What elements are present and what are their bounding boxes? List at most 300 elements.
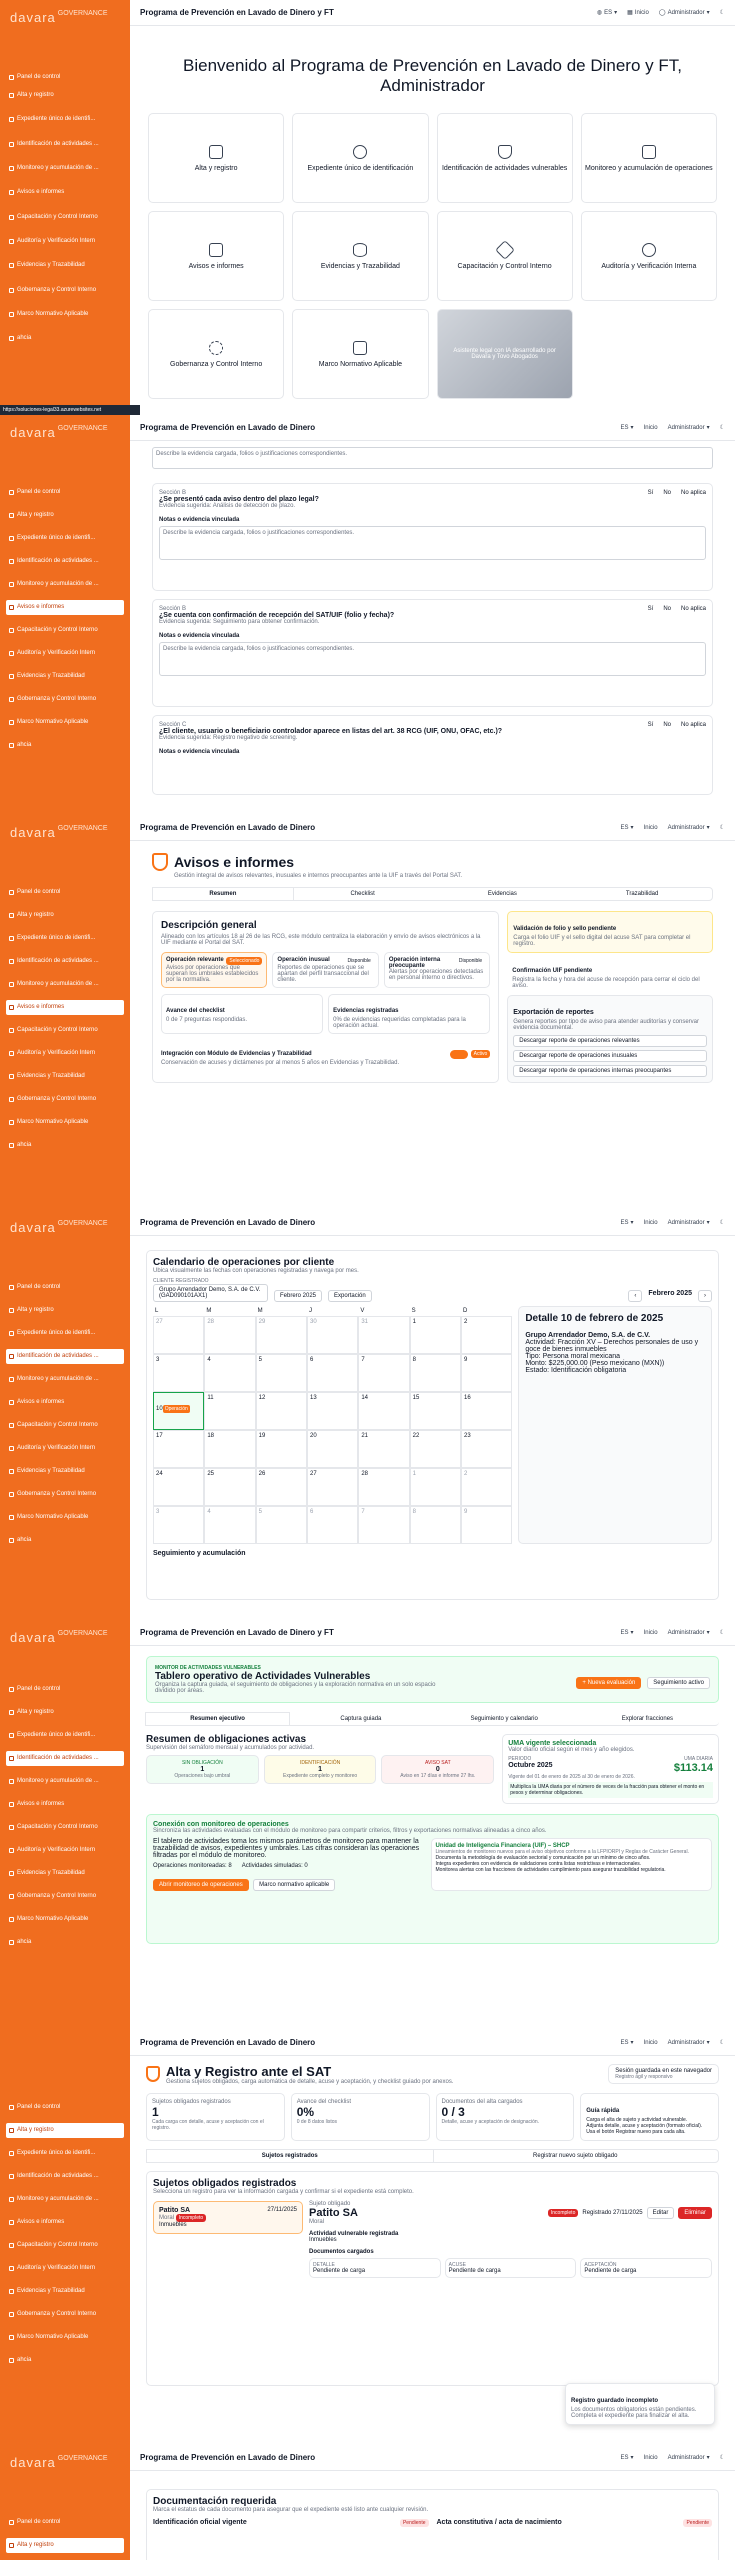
sparkle-icon	[9, 336, 14, 341]
folder-icon	[9, 936, 14, 941]
nav-item-ahcia[interactable]: ahcia	[6, 738, 124, 753]
user-icon	[9, 1710, 14, 1715]
nav-item-panel[interactable]: Panel de control	[6, 2100, 124, 2115]
home-link[interactable]: ▦ Inicio	[627, 9, 649, 16]
download-relevantes-button[interactable]: Descargar reporte de operaciones relevantes	[513, 1035, 707, 1047]
home-link[interactable]: Inicio	[643, 2454, 658, 2461]
nav-item-marco[interactable]: Marco Normativo Aplicable	[6, 1115, 124, 1130]
tile-identificacion[interactable]: Identificación de actividades vulnerables	[437, 113, 573, 203]
tab-fracciones[interactable]: Explorar fracciones	[621, 1716, 674, 1722]
checklist-progress: Avance del checklist 0 de 7 preguntas respondidas.	[161, 994, 323, 1034]
folder-icon	[9, 536, 14, 541]
tab-registrar[interactable]: Registrar nuevo sujeto obligado	[533, 2153, 618, 2159]
active-follow-button[interactable]: Seguimiento activo	[647, 1677, 710, 1689]
weekday-label: S	[411, 1308, 416, 1314]
calendar-day[interactable]	[256, 1316, 307, 1354]
topbar	[130, 2030, 735, 2056]
book-icon	[9, 1120, 14, 1125]
user-menu[interactable]: Administrador ▾	[667, 424, 710, 431]
nav-item-avisos[interactable]: Avisos e informes	[6, 1395, 124, 1410]
nav-item-monitoreo[interactable]: Monitoreo y acumulación de ...	[6, 161, 124, 176]
shield-icon	[146, 2066, 160, 2082]
sparkle-icon	[9, 1538, 14, 1543]
tab-trazabilidad[interactable]: Trazabilidad	[625, 891, 659, 897]
nav-item-expediente[interactable]: Expediente único de identifi...	[6, 1728, 124, 1743]
nav-item-capacitacion[interactable]: Capacitación y Control Interno	[6, 210, 124, 225]
nav-item-marco[interactable]: Marco Normativo Aplicable	[6, 715, 124, 730]
language-select[interactable]: ES ▾	[620, 2039, 634, 2046]
user-icon	[9, 1308, 14, 1313]
calendar-day[interactable]	[461, 1468, 512, 1506]
download-internas-button[interactable]: Descargar reporte de operaciones internas preocupantes	[513, 1065, 707, 1077]
nav-item-panel[interactable]: Panel de control	[6, 485, 124, 500]
tile-alta[interactable]: Alta y registro	[148, 113, 284, 203]
day-number: 3	[156, 1357, 160, 1363]
nav-item-monitoreo[interactable]: Monitoreo y acumulación de ...	[6, 577, 124, 592]
new-evaluation-button[interactable]: + Nueva evaluación	[576, 1677, 641, 1689]
option-na[interactable]: No aplica	[680, 490, 706, 496]
nav-item-alta[interactable]: Alta y registro	[6, 908, 124, 923]
tab-evidencias[interactable]: Evidencias	[487, 891, 517, 897]
tab-sujetos[interactable]: Sujetos registrados	[147, 2150, 433, 2162]
screenshot-checklist	[0, 415, 735, 815]
user-menu[interactable]: ◯ Administrador ▾	[658, 9, 710, 16]
nav-item-panel[interactable]: Panel de control	[6, 1682, 124, 1697]
sidebar	[0, 1210, 130, 1620]
nav-item-gobernanza[interactable]: Gobernanza y Control Interno	[6, 1889, 124, 1904]
day-number: 24	[156, 1471, 163, 1477]
calendar-day[interactable]	[256, 1468, 307, 1506]
brand-logo: davara $^{GOVERNANCE}$	[10, 825, 108, 840]
user-menu[interactable]: Administrador ▾	[667, 1219, 710, 1226]
alta-content: Alta y Registro ante el SAT Gestiona sujetos obligados, carga automática de detalle, acuse y aceptación, y checklist guiado por anexos. Sesión guardada en este navegador Registro ágil y responsivo Sujetos obligados registrados 1 Cada carga con detalle, acuse y aceptación con el registro. Avance del checklist 0% 0 de 8 datos listos Documentos del alta cargados 0 / 3 Detalle, acuse y aceptación de designación. Guía rápida Carga el alta de sujeto y actividad vulnerable. Adjunta detalle, acuse y aceptación (formato oficial). Usa el botón Registrar nuevo para cada alta. Sujetos registrados Registrar nuevo sujeto obligado Sujetos obligados registrados Selecciona un registro para ver la información cargada y confirmar si el expediente está completo. Patito SA 27/11/2025 Moral Incompleto Inmuebles Sujeto obligado Patito SA Incompleto Registrado 27/11/2025 Editar Eliminar Moral Actividad vulnerable registrada Inmuebles Documentos cargados DETALLE Pendiente de carga ACUSE Pendiente de carga ACEPTACIÓN Pendiente de carga Registro guardado incompleto Los documentos obligatorios están pendientes. Completa el expediente para finalizar el alta.	[130, 2056, 735, 2445]
topbar-title: Programa de Prevención en Lavado de Dinero	[140, 2453, 316, 2462]
nav-item-ahcia[interactable]: ahcia	[6, 1138, 124, 1153]
nav-item-ahcia[interactable]: ahcia	[6, 1935, 124, 1950]
shield-icon	[152, 853, 168, 871]
calendar-day[interactable]	[307, 1506, 358, 1544]
nav-item-avisos[interactable]: Avisos e informes	[6, 185, 124, 200]
calendar-day[interactable]	[204, 1430, 255, 1468]
calendar-day[interactable]	[461, 1506, 512, 1544]
prev-month-button[interactable]: ‹	[628, 1290, 642, 1302]
tab-resumen[interactable]: Resumen ejecutivo	[146, 1713, 289, 1725]
calendar-day[interactable]	[410, 1468, 461, 1506]
topbar-title: Programa de Prevención en Lavado de Dinero	[140, 2038, 316, 2047]
calendar-day[interactable]	[256, 1392, 307, 1430]
op-card-relevante[interactable]: Operación relevante Seleccionado Avisos por operaciones que superan los umbrales establecidos por la normativa.	[161, 952, 267, 988]
status-url: https://soluciones-legal33.azurewebsites.net	[0, 405, 140, 415]
tab-resumen[interactable]: Resumen	[153, 888, 293, 900]
calendar-day[interactable]	[410, 1430, 461, 1468]
day-number: 8	[412, 1357, 416, 1363]
language-select[interactable]: ES ▾	[620, 1629, 634, 1636]
moon-icon[interactable]: ☾	[719, 425, 725, 431]
option-si[interactable]: Sí	[647, 722, 654, 728]
client-select[interactable]: Grupo Arrendador Demo, S.A. de C.V. (GAD090101AX1)	[153, 1284, 268, 1302]
screenshot-avisos	[0, 815, 735, 1210]
uma-card: UMA vigente seleccionada Valor diario oficial según el mes y año elegidos. PERIODO Octubre 2025 UMA DIARIA $113.14 Vigente del 01 de enero de 2025 al 30 de enero de 2026. Multiplica la UMA diaria por el número de veces de la fracción para obtener el monto en pesos y determinar obligaciones.	[502, 1734, 719, 1804]
nav-item-ahcia[interactable]: ahcia	[6, 331, 124, 346]
nav-item-alta[interactable]: Alta y registro	[6, 1705, 124, 1720]
day-number: 30	[309, 1319, 317, 1325]
nav-item-identificacion[interactable]: Identificación de actividades ...	[6, 1349, 124, 1364]
question-card: Sección C ¿El cliente, usuario o beneficiario controlador aparece en listas del art. 38 RCG (UIF, ONU, OFAC, etc.)? Evidencia sugerida: Registro negativo de screening. Sí No No aplica Notas o evidencia vinculada	[152, 715, 713, 795]
tile-capacitacion[interactable]: Capacitación y Control Interno	[437, 211, 573, 301]
nav-item-expediente[interactable]: Expediente único de identifi...	[6, 531, 124, 546]
calendar-day[interactable]	[461, 1316, 512, 1354]
moon-icon[interactable]: ☾	[719, 825, 725, 831]
tile-monitoreo[interactable]: Monitoreo y acumulación de operaciones	[581, 113, 717, 203]
screenshot-calendar	[0, 1210, 735, 1620]
db-icon	[9, 1871, 14, 1876]
calendar-day[interactable]	[461, 1354, 512, 1392]
moon-icon[interactable]: ☾	[719, 1630, 725, 1636]
weekday-label: L	[155, 1308, 159, 1314]
op-card-interna[interactable]: Operación interna preocupante Disponible Alertas por operaciones detectadas en personal interno o directivos.	[384, 952, 490, 988]
calendar-day[interactable]	[307, 1316, 358, 1354]
folder-icon	[9, 117, 14, 122]
calendar-day[interactable]	[358, 1506, 409, 1544]
nav-item-alta[interactable]: Alta y registro	[6, 88, 124, 103]
tile-auditoria[interactable]: Auditoría y Verificación Interna	[581, 211, 717, 301]
nav-item-identificacion[interactable]: Identificación de actividades ...	[6, 2169, 124, 2184]
user-menu[interactable]: Administrador ▾	[667, 2454, 710, 2461]
nav-item-capacitacion[interactable]: Capacitación y Control Interno	[6, 1418, 124, 1433]
grid-icon	[9, 2105, 14, 2110]
nav-item-gobernanza[interactable]: Gobernanza y Control Interno	[6, 283, 124, 298]
nav-item-auditoria[interactable]: Auditoría y Verificación Intern	[6, 2261, 124, 2276]
calendar-day[interactable]	[410, 1316, 461, 1354]
folder-icon	[9, 1733, 14, 1738]
evidence-progress: Evidencias registradas 0% de evidencias requeridas completadas para la operación actual.	[328, 994, 490, 1034]
calendar-day[interactable]	[358, 1392, 409, 1430]
calendar-card: Calendario de operaciones por cliente Ubica visualmente las fechas con operaciones registradas y navega por mes. CLIENTE REGISTRADO Grupo Arrendador Demo, S.A. de C.V. (GAD090101AX1) Febrero 2025 Exportación ‹ Febrero 2025 › L M M J V S D 27 28 29 30 31 1 2 3 4 5 6 7 8 9 10 Operación 11 12 13 14 15 16 17 18 19 20 21 22 23 24 25 26 27 28 1 2 3 4 5 6 7 8 9 Detalle 10 de febrero de 2025 Grupo Arrendador Demo, S.A. de C.V. Actividad: Fracción XV – Derechos personales de uso y goce de bienes inmuebles Tipo: Persona moral mexicana Monto: $225,000.00 (Peso mexicano (MXN)) Estado: Identificación obligatoria Seguimiento y acumulación	[146, 1250, 719, 1600]
nav-item-expediente[interactable]: Expediente único de identifi...	[6, 112, 124, 127]
nav-item-ahcia[interactable]: ahcia	[6, 1533, 124, 1548]
language-select[interactable]: ES ▾	[620, 424, 634, 431]
quick-guide: Guía rápida Carga el alta de sujeto y actividad vulnerable. Adjunta detalle, acuse y aceptación (formato oficial). Usa el botón Registrar nuevo para cada alta.	[580, 2093, 719, 2141]
nav-item-panel[interactable]: Panel de control	[6, 70, 124, 85]
chart-icon	[9, 166, 14, 171]
nav-item-gobernanza[interactable]: Gobernanza y Control Interno	[6, 2307, 124, 2322]
nav-item-evidencias[interactable]: Evidencias y Trazabilidad	[6, 1069, 124, 1084]
nav-item-panel[interactable]: Panel de control	[6, 1280, 124, 1295]
doc-acta[interactable]: Acta constitutiva / acta de nacimiento Pendiente	[437, 2519, 713, 2527]
sidebar	[0, 0, 130, 415]
user-menu[interactable]: Administrador ▾	[667, 2039, 710, 2046]
book-icon	[9, 1515, 14, 1520]
delete-button[interactable]: Eliminar	[678, 2207, 712, 2219]
bell-icon	[9, 190, 14, 195]
search-icon	[9, 651, 14, 656]
nav-item-alta[interactable]: Alta y registro	[6, 1303, 124, 1318]
cap-icon	[9, 1423, 14, 1428]
day-number: 27	[309, 1471, 317, 1477]
cap-icon	[9, 628, 14, 633]
nav-item-alta[interactable]: Alta y registro	[6, 508, 124, 523]
cap-icon	[9, 1028, 14, 1033]
user-icon	[9, 913, 14, 918]
tab-checklist[interactable]: Checklist	[350, 891, 375, 897]
book-icon	[9, 312, 14, 317]
calendar-day[interactable]	[358, 1468, 409, 1506]
calendar-content	[130, 1236, 735, 1620]
tile-gobernanza[interactable]: Gobernanza y Control Interno	[148, 309, 284, 399]
nav-item-auditoria[interactable]: Auditoría y Verificación Intern	[6, 1441, 124, 1456]
calendar-day[interactable]	[153, 1468, 204, 1506]
uif-card: Unidad de Inteligencia Financiera (UIF) – SHCP Lineamientos de monitoreo nuevos para el aviso objetivos conforme a la LFPIORPI y Reglas de Carácter General. Documenta la metodología de evaluación sectorial y comunicación por un mínimo de cinco años. Integra expedientes con evidencia de validaciones contra listas restrictivas e internacionales. Monitorea alertas con las fracciones de actividades cumplimiento para asegurar trazabilidad regulatoria.	[431, 1838, 713, 1891]
option-no[interactable]: No	[663, 606, 671, 612]
avisos-content	[130, 841, 735, 1210]
shield-icon	[9, 1756, 14, 1761]
calendar-day[interactable]	[410, 1506, 461, 1544]
language-select[interactable]: ES ▾	[620, 824, 634, 831]
nav-item-expediente[interactable]: Expediente único de identifi...	[6, 1326, 124, 1341]
nav-item-evidencias[interactable]: Evidencias y Trazabilidad	[6, 258, 124, 273]
language-select[interactable]: ES ▾	[620, 1219, 634, 1226]
cap-icon	[9, 1825, 14, 1830]
nav-item-marco[interactable]: Marco Normativo Aplicable	[6, 2330, 124, 2345]
theme-toggle[interactable]	[720, 9, 725, 16]
option-no[interactable]: No	[663, 490, 671, 496]
day-number: 29	[258, 1319, 266, 1325]
calendar-day[interactable]	[204, 1316, 255, 1354]
calendar-day[interactable]	[307, 1392, 358, 1430]
weekday-label: D	[462, 1308, 468, 1314]
day-number: 25	[207, 1471, 215, 1477]
folder-icon	[9, 2151, 14, 2156]
day-number: 6	[309, 1357, 314, 1363]
calendar-day[interactable]	[153, 1506, 204, 1544]
gear-icon	[9, 288, 14, 293]
event-badge[interactable]: Operación	[164, 1406, 188, 1412]
calendar-day[interactable]	[307, 1354, 358, 1392]
download-inusuales-button[interactable]: Descargar reporte de operaciones inusuales	[513, 1050, 707, 1062]
evidence-textarea[interactable]: Describe la evidencia cargada, folios o justificaciones correspondientes.	[152, 447, 713, 469]
sidebar	[0, 1620, 130, 2030]
calendar-day[interactable]	[307, 1468, 358, 1506]
moon-icon[interactable]: ☾	[719, 1220, 725, 1226]
day-number: 18	[207, 1433, 215, 1439]
nav-item-ahcia[interactable]: ahcia	[6, 2353, 124, 2368]
nav-item-alta[interactable]: Alta y registro	[6, 2123, 124, 2138]
nav-item-panel[interactable]: Panel de control	[6, 885, 124, 900]
calendar-day[interactable]	[358, 1430, 409, 1468]
nav-item-gobernanza[interactable]: Gobernanza y Control Interno	[6, 692, 124, 707]
stat-sin-obligacion: SIN OBLIGACIÓN 1 Operaciones bajo umbral	[146, 1755, 259, 1784]
chart-icon	[9, 582, 14, 587]
op-card-inusual[interactable]: Operación inusual Disponible Reportes de operaciones que se apartan del perfil transaccional del cliente.	[272, 952, 378, 988]
connection-card: Conexión con monitoreo de operaciones Sincroniza las actividades evaluadas con el módulo de monitoreo para compartir criterios, filtros y exportaciones normativas alineadas a cinco años. El tablero de actividades toma los mismos parámetros de monitoreo para mantener la trazabilidad de avisos, expedientes y umbrales. Las cifras consideran las operaciones filtradas por el módulo de monitoreo. Operaciones monitoreadas: 8 Actividades simuladas: 0 Abrir monitoreo de operaciones Marco normativo aplicable Unidad de Inteligencia Financiera (UIF) – SHCP Lineamientos de monitoreo nuevos para el aviso objetivos conforme a la LFPIORPI y Reglas de Carácter General. Documenta la metodología de evaluación sectorial y comunicación por un mínimo de cinco años. Integra expedientes con evidencia de validaciones contra listas restrictivas e internacionales. Monitorea alertas con las fracciones de actividades cumplimiento para asegurar trazabilidad regulatoria.	[146, 1814, 719, 1944]
moon-icon[interactable]: ☾	[719, 2040, 725, 2046]
nav-item-avisos[interactable]: Avisos e informes	[6, 600, 124, 615]
normative-button[interactable]: Marco normativo aplicable	[253, 1879, 335, 1891]
tile-expediente[interactable]: Expediente único de identificación	[292, 113, 428, 203]
day-number: 12	[258, 1395, 266, 1401]
sidebar	[0, 2445, 130, 2560]
section-seguimiento: Seguimiento y acumulación	[153, 1550, 246, 1557]
tile-assistant[interactable]: Asistente legal con IA desarrollado por Davara y Tovo Abogados	[437, 309, 573, 399]
calendar-day[interactable]	[204, 1392, 255, 1430]
option-si[interactable]: Sí	[647, 490, 654, 496]
calendar-day[interactable]	[461, 1430, 512, 1468]
subject-list-item[interactable]: Patito SA 27/11/2025 Moral Incompleto Inmuebles	[153, 2201, 303, 2234]
sparkle-icon	[9, 1940, 14, 1945]
calendar-day[interactable]	[307, 1430, 358, 1468]
nav-item-identificacion[interactable]: Identificación de actividades ...	[6, 954, 124, 969]
day-number: 6	[309, 1509, 314, 1515]
nav-item-capacitacion[interactable]: Capacitación y Control Interno	[6, 2238, 124, 2253]
search-icon	[642, 243, 656, 257]
day-number: 3	[156, 1509, 160, 1515]
option-si[interactable]: Sí	[647, 606, 654, 612]
nav-item-identificacion[interactable]: Identificación de actividades ...	[6, 1751, 124, 1766]
day-number: 10	[156, 1406, 163, 1412]
nav-item-evidencias[interactable]: Evidencias y Trazabilidad	[6, 1464, 124, 1479]
topbar	[130, 1210, 735, 1236]
nav-item-auditoria[interactable]: Auditoría y Verificación Intern	[6, 646, 124, 661]
home-link[interactable]: Inicio	[643, 824, 658, 831]
nav-item-alta[interactable]: Alta y registro	[6, 2538, 124, 2553]
doc-identificacion[interactable]: Identificación oficial vigente Pendiente	[153, 2519, 429, 2527]
stat-checklist: Avance del checklist 0% 0 de 8 datos listos	[291, 2093, 430, 2141]
nav-item-avisos[interactable]: Avisos e informes	[6, 1797, 124, 1812]
option-no[interactable]: No	[663, 722, 671, 728]
integration-toggle[interactable]	[450, 1050, 468, 1059]
tab-bar	[152, 887, 713, 901]
nav-item-avisos[interactable]: Avisos e informes	[6, 1000, 124, 1015]
calendar-day[interactable]	[461, 1392, 512, 1430]
export-chip[interactable]: Exportación	[328, 1290, 372, 1302]
language-select[interactable]: ◍ ES ▾	[596, 9, 618, 16]
nav-item-capacitacion[interactable]: Capacitación y Control Interno	[6, 1023, 124, 1038]
option-na[interactable]: No aplica	[680, 722, 706, 728]
nav-item-panel[interactable]: Panel de control	[6, 2515, 124, 2530]
tab-bar	[146, 1713, 719, 1726]
edit-button[interactable]: Editar	[647, 2207, 675, 2219]
day-number: 17	[156, 1433, 163, 1439]
gear-icon	[209, 341, 223, 355]
month-chip[interactable]: Febrero 2025	[274, 1290, 322, 1302]
nav-item-monitoreo[interactable]: Monitoreo y acumulación de ...	[6, 1774, 124, 1789]
calendar-day[interactable]	[410, 1354, 461, 1392]
calendar-day[interactable]	[153, 1392, 204, 1430]
day-number: 1	[412, 1471, 416, 1477]
weekday-header	[153, 1306, 512, 1316]
book-icon	[9, 720, 14, 725]
home-link[interactable]: Inicio	[643, 1219, 658, 1226]
stat-aviso-sat: AVISO SAT 0 Aviso en 17 días e informe 27 lhs.	[381, 1755, 494, 1784]
open-monitoring-button[interactable]: Abrir monitoreo de operaciones	[153, 1879, 249, 1891]
day-number: 2	[463, 1319, 468, 1325]
nav-item-marco[interactable]: Marco Normativo Aplicable	[6, 1912, 124, 1927]
calendar-day[interactable]	[153, 1316, 204, 1354]
nav-item-capacitacion[interactable]: Capacitación y Control Interno	[6, 623, 124, 638]
tile-avisos[interactable]: Avisos e informes	[148, 211, 284, 301]
tile-marco[interactable]: Marco Normativo Aplicable	[292, 309, 428, 399]
gear-icon	[9, 2312, 14, 2317]
nav-item-evidencias[interactable]: Evidencias y Trazabilidad	[6, 2284, 124, 2299]
nav-item-expediente[interactable]: Expediente único de identifi...	[6, 2146, 124, 2161]
tab-captura[interactable]: Captura guiada	[340, 1716, 382, 1722]
calendar-day[interactable]	[256, 1430, 307, 1468]
weekday-label: M	[206, 1308, 212, 1314]
nav-item-gobernanza[interactable]: Gobernanza y Control Interno	[6, 1487, 124, 1502]
sparkle-icon	[9, 1143, 14, 1148]
calendar-day[interactable]	[153, 1354, 204, 1392]
topbar	[130, 815, 735, 841]
calendar-day[interactable]	[358, 1316, 409, 1354]
tab-seguimiento[interactable]: Seguimiento y calendario	[470, 1716, 538, 1722]
nav-item-capacitacion[interactable]: Capacitación y Control Interno	[6, 1820, 124, 1835]
calendar-day[interactable]	[256, 1354, 307, 1392]
nav-item-monitoreo[interactable]: Monitoreo y acumulación de ...	[6, 977, 124, 992]
nav-item-gobernanza[interactable]: Gobernanza y Control Interno	[6, 1092, 124, 1107]
day-number: 9	[463, 1357, 468, 1363]
option-na[interactable]: No aplica	[680, 606, 706, 612]
calendar-day[interactable]	[410, 1392, 461, 1430]
tile-evidencias[interactable]: Evidencias y Trazabilidad	[292, 211, 428, 301]
next-month-button[interactable]: ›	[698, 1290, 712, 1302]
nav-item-identificacion[interactable]: Identificación de actividades ...	[6, 137, 124, 152]
nav-item-auditoria[interactable]: Auditoría y Verificación Intern	[6, 1843, 124, 1858]
user-menu[interactable]: Administrador ▾	[667, 824, 710, 831]
language-select[interactable]: ES ▾	[620, 2454, 634, 2461]
topbar-title: Programa de Prevención en Lavado de Dinero	[140, 423, 316, 432]
sparkle-icon	[9, 2358, 14, 2363]
nav-item-evidencias[interactable]: Evidencias y Trazabilidad	[6, 1866, 124, 1881]
nav-item-identificacion[interactable]: Identificación de actividades ...	[6, 554, 124, 569]
home-link[interactable]: Inicio	[643, 1629, 658, 1636]
nav-item-auditoria[interactable]: Auditoría y Verificación Intern	[6, 234, 124, 249]
topbar	[130, 0, 735, 26]
tablero-content: MONITOR DE ACTIVIDADES VULNERABLES Tablero operativo de Actividades Vulnerables Organiza la captura guiada, el seguimiento de obligaciones y la exploración normativa en un solo espacio dividido por áreas. + Nueva evaluación Seguimiento activo Resumen ejecutivo Captura guiada Seguimiento y calendario Explorar fracciones Resumen de obligaciones activas Supervisión del semáforo mensual y acumulados por actividad. SIN OBLIGACIÓN 1 Operaciones bajo umbral IDENTIFICACIÓN 1 Expediente completo y monitoreo AVISO SAT 0 Aviso en 17 días e informe 27 lhs. UMA vigente seleccionada Valor diario oficial según el mes y año elegidos. PERIODO Octubre 2025 UMA DIARIA $113.14 Vigente del 01 de enero de 2025 al 30 de enero de 2026. Multiplica la UMA diaria por el número de veces de la fracción para obtener el monto en pesos y determinar obligaciones. Conexión con monitoreo de operaciones Sincroniza las actividades evaluadas con el módulo de monitoreo para compartir criterios, filtros y exportaciones normativas alineadas a cinco años. El tablero de actividades toma los mismos parámetros de monitoreo para mantener la trazabilidad de avisos, expedientes y umbrales. Las cifras consideran las operaciones filtradas por el módulo de monitoreo. Operaciones monitoreadas: 8 Actividades simuladas: 0 Abrir monitoreo de operaciones Marco normativo aplicable Unidad de Inteligencia Financiera (UIF) – SHCP Lineamientos de monitoreo nuevos para el aviso objetivos conforme a la LFPIORPI y Reglas de Carácter General. Documenta la metodología de evaluación sectorial y comunicación por un mínimo de cinco años. Integra expedientes con evidencia de validaciones contra listas restrictivas e internacionales. Monitorea alertas con las fracciones de actividades cumplimiento para asegurar trazabilidad regulatoria.	[130, 1646, 735, 2030]
day-number: 8	[412, 1509, 416, 1515]
calendar-day[interactable]	[358, 1354, 409, 1392]
calendar-day[interactable]	[204, 1354, 255, 1392]
day-number: 22	[412, 1433, 420, 1439]
nav-item-evidencias[interactable]: Evidencias y Trazabilidad	[6, 669, 124, 684]
home-link[interactable]: Inicio	[643, 2039, 658, 2046]
user-menu[interactable]: Administrador ▾	[667, 1629, 710, 1636]
moon-icon[interactable]: ☾	[719, 2455, 725, 2461]
day-number: 23	[463, 1433, 471, 1439]
nav-item-monitoreo[interactable]: Monitoreo y acumulación de ...	[6, 2192, 124, 2207]
nav-item-marco[interactable]: Marco Normativo Aplicable	[6, 1510, 124, 1525]
evidence-textarea[interactable]: Describe la evidencia cargada, folios o justificaciones correspondientes.	[159, 526, 706, 560]
home-icon: ▦	[627, 10, 633, 16]
day-number: 4	[207, 1509, 211, 1515]
brand-logo: davara $^{GOVERNANCE}$	[10, 1220, 108, 1235]
nav-item-auditoria[interactable]: Auditoría y Verificación Intern	[6, 1046, 124, 1061]
welcome-title: Bienvenido al Programa de Prevención en Lavado de Dinero y FT, Administrador	[183, 56, 682, 95]
nav-item-avisos[interactable]: Avisos e informes	[6, 2215, 124, 2230]
nav-item-monitoreo[interactable]: Monitoreo y acumulación de ...	[6, 1372, 124, 1387]
gear-icon	[9, 697, 14, 702]
calendar-day[interactable]	[256, 1506, 307, 1544]
calendar-day[interactable]	[204, 1468, 255, 1506]
home-link[interactable]: Inicio	[643, 424, 658, 431]
calendar-day[interactable]	[204, 1506, 255, 1544]
nav-item-marco[interactable]: Marco Normativo Aplicable	[6, 307, 124, 322]
day-number: 2	[463, 1471, 468, 1477]
calendar-day[interactable]	[153, 1430, 204, 1468]
db-icon	[9, 2289, 14, 2294]
nav-item-expediente[interactable]: Expediente único de identifi...	[6, 931, 124, 946]
evidence-textarea[interactable]: Describe la evidencia cargada, folios o justificaciones correspondientes.	[159, 642, 706, 676]
toast-incomplete: Registro guardado incompleto Los documentos obligatorios están pendientes. Completa el expediente para finalizar el alta.	[565, 2383, 715, 2425]
